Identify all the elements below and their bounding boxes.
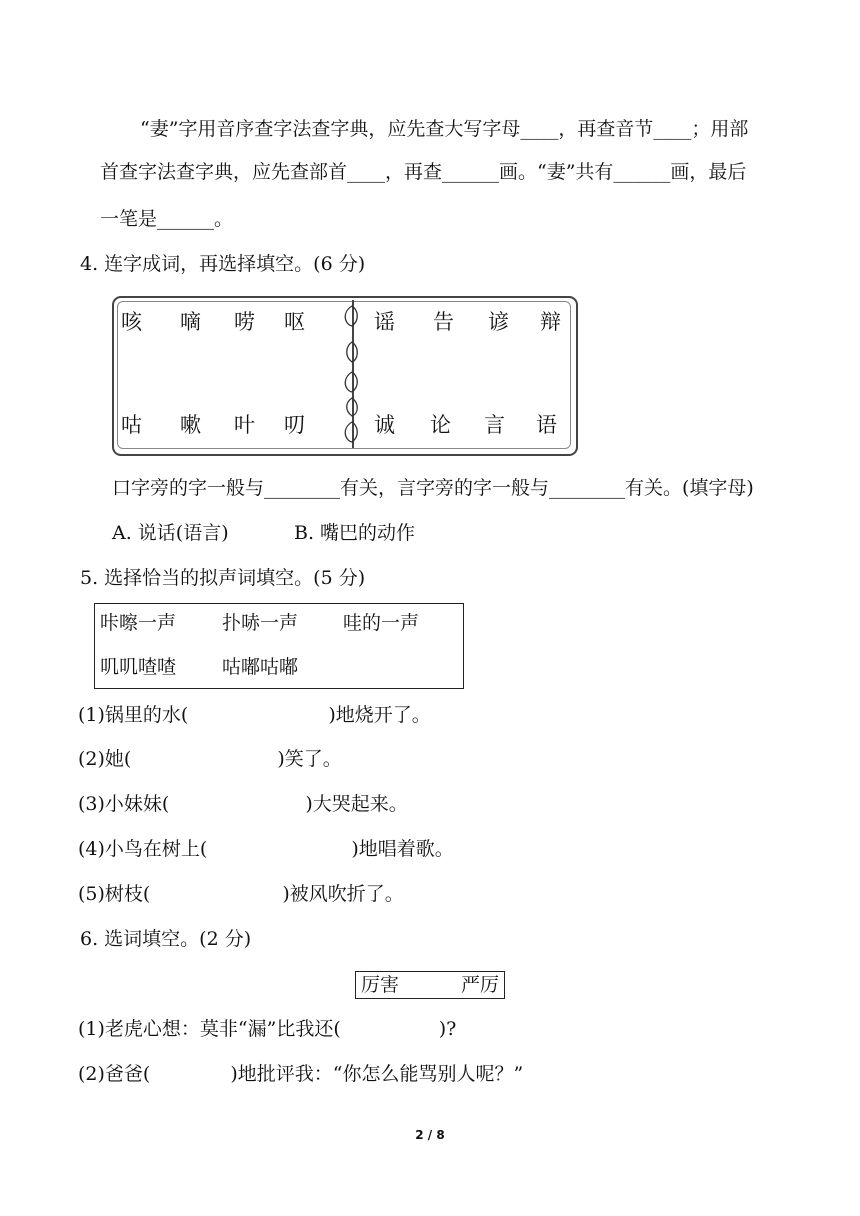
intro-line-3: 一笔是______。 bbox=[100, 208, 234, 230]
q4-option-b: B. 嘴巴的动作 bbox=[294, 522, 416, 544]
vine-leaves-icon bbox=[338, 302, 368, 446]
q5-item-2: (2)她( )笑了。 bbox=[78, 748, 342, 770]
char-right-top-2: 告 bbox=[433, 310, 454, 334]
q4-heading: 4. 连字成词，再选择填空。(6 分) bbox=[80, 253, 366, 275]
q6-word: 厉害 bbox=[361, 974, 400, 996]
q4-option-a: A. 说话(语言) bbox=[112, 522, 229, 544]
q5-item-3: (3)小妹妹( )大哭起来。 bbox=[78, 793, 408, 815]
intro-line-1: “妻”字用音序查字法查字典，应先查大写字母____，再查音节____；用部 bbox=[140, 118, 749, 140]
char-right-top-1: 谣 bbox=[374, 310, 395, 334]
char-right-bottom-2: 论 bbox=[430, 413, 451, 437]
page-number: 2 / 8 bbox=[415, 1128, 445, 1142]
char-left-bottom-2: 嗽 bbox=[180, 413, 201, 437]
q5-word: 哇的一声 bbox=[343, 612, 420, 634]
char-left-top-1: 咳 bbox=[121, 310, 142, 334]
char-left-bottom-4: 叨 bbox=[284, 413, 305, 437]
char-left-bottom-1: 咕 bbox=[121, 413, 142, 437]
q6-word: 严厉 bbox=[461, 974, 500, 996]
q5-item-1: (1)锅里的水( )地烧开了。 bbox=[78, 704, 431, 726]
char-left-top-4: 呕 bbox=[284, 310, 305, 334]
q5-heading: 5. 选择恰当的拟声词填空。(5 分) bbox=[80, 567, 366, 589]
char-right-bottom-1: 诚 bbox=[374, 413, 395, 437]
q6-heading: 6. 选词填空。(2 分) bbox=[80, 928, 252, 950]
char-right-top-4: 辩 bbox=[540, 310, 561, 334]
q6-item-1: (1)老虎心想：莫非“漏”比我还( )? bbox=[78, 1018, 457, 1040]
char-right-top-3: 谚 bbox=[488, 310, 509, 334]
intro-line-2: 首查字法查字典，应先查部首____，再查______画。“妻”共有______画，最后 bbox=[100, 161, 747, 183]
char-left-top-2: 嘀 bbox=[180, 310, 201, 334]
q5-word: 咔嚓一声 bbox=[100, 612, 177, 634]
q5-word: 叽叽喳喳 bbox=[100, 656, 177, 678]
char-left-top-3: 唠 bbox=[234, 310, 255, 334]
q6-item-2: (2)爸爸( )地批评我：“你怎么能骂别人呢？” bbox=[78, 1063, 524, 1085]
q5-word: 咕嘟咕嘟 bbox=[222, 656, 299, 678]
char-left-bottom-3: 叶 bbox=[234, 413, 255, 437]
char-right-bottom-4: 语 bbox=[536, 413, 557, 437]
q4-fill-line: 口字旁的字一般与________有关，言字旁的字一般与________有关。(填字母) bbox=[112, 477, 754, 499]
q5-word: 扑哧一声 bbox=[222, 612, 299, 634]
char-right-bottom-3: 言 bbox=[484, 413, 505, 437]
q5-item-4: (4)小鸟在树上( )地唱着歌。 bbox=[78, 838, 454, 860]
q5-item-5: (5)树枝( )被风吹折了。 bbox=[78, 883, 404, 905]
